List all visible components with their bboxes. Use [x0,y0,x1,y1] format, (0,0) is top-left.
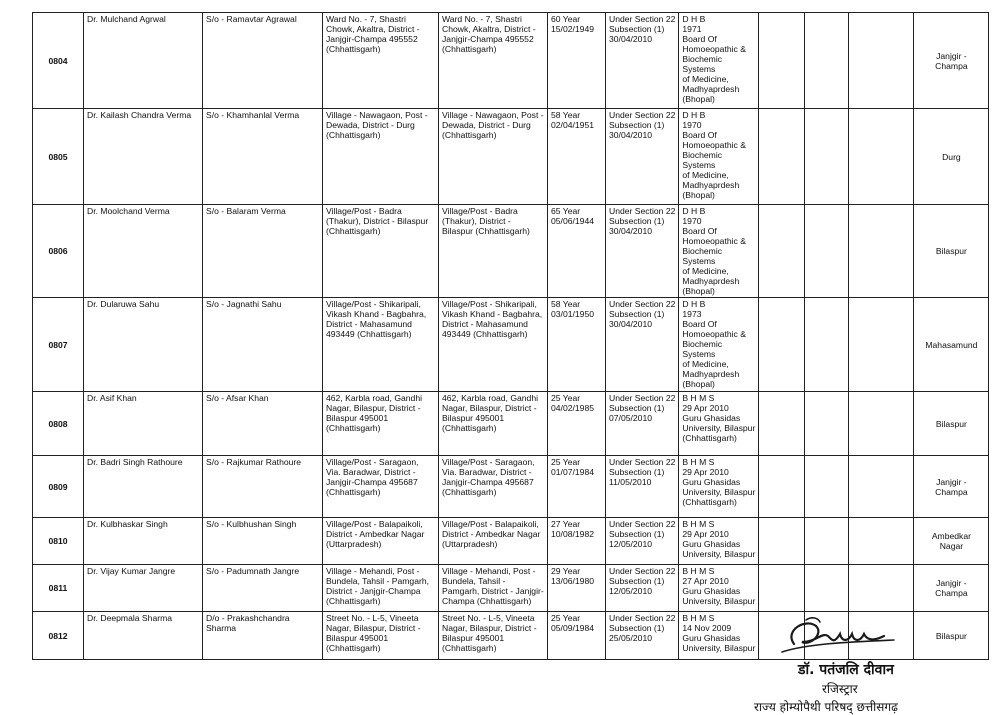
blank-column [805,109,849,205]
blank-column [759,205,805,298]
relation: S/o - Afsar Khan [203,392,323,456]
doctor-name: Dr. Asif Khan [84,392,203,456]
district: Ambedkar Nagar [914,518,989,565]
registration-section: Under Section 22 Subsection (1) 30/04/2010 [606,298,679,392]
age-dob: 65 Year 05/06/1944 [548,205,606,298]
registration-section: Under Section 22 Subsection (1) 25/05/2010 [606,612,679,660]
registration-section: Under Section 22 Subsection (1) 07/05/2010 [606,392,679,456]
table-row [33,456,989,518]
qualification: D H B 1971 Board Of Homoeopathic & Biochemic Systems of Medicine, Madhyaprdesh (Bhopal) [679,13,759,109]
serial-number: 0809 [33,456,84,518]
registrar-footer [754,612,1000,714]
district: Janjgir - Champa [914,565,989,612]
age-dob: 29 Year 13/06/1980 [548,565,606,612]
doctor-name: Dr. Vijay Kumar Jangre [84,565,203,612]
permanent-address: Village/Post - Shikaripali, Vikash Khand - Bagbahra, District - Mahasamund 493449 (Chhattisgarh) [439,298,548,392]
permanent-address: 462, Karbla road, Gandhi Nagar, Bilaspur, District - Bilaspur 495001 (Chhattisgarh) [439,392,548,456]
qualification: B H M S 29 Apr 2010 Guru Ghasidas University, Bilaspur [679,518,759,565]
serial-number: 0804 [33,13,84,109]
permanent-address: Village/Post - Balapaikoli, District - Ambedkar Nagar (Uttarpradesh) [439,518,548,565]
table-row [33,13,989,109]
address: Village/Post - Saragaon, Via. Baradwar, District - Janjgir-Champa 495687 (Chhattisgarh) [323,456,439,518]
blank-column [849,298,914,392]
address: Street No. - L-5, Vineeta Nagar, Bilaspur, District - Bilaspur 495001 (Chhattisgarh) [323,612,439,660]
table-row [33,565,989,612]
registration-section: Under Section 22 Subsection (1) 12/05/2010 [606,518,679,565]
relation: S/o - Padumnath Jangre [203,565,323,612]
address: Village/Post - Shikaripali, Vikash Khand - Bagbahra, District - Mahasamund 493449 (Chhattisgarh) [323,298,439,392]
council-name: राज्य होम्योपैथी परिषद् छत्तीसगढ़ [754,700,898,714]
serial-number: 0805 [33,109,84,205]
qualification: D H B 1973 Board Of Homoeopathic & Biochemic Systems of Medicine, Madhyaprdesh (Bhopal) [679,298,759,392]
blank-column [759,456,805,518]
address: Village - Mehandi, Post - Bundela, Tahsil - Pamgarh, District - Janjgir-Champa (Chhattisgarh) [323,565,439,612]
qualification: B H M S 14 Nov 2009 Guru Ghasidas University, Bilaspur [679,612,759,660]
district: Mahasamund [914,298,989,392]
serial-number: 0810 [33,518,84,565]
registration-section: Under Section 22 Subsection (1) 30/04/2010 [606,13,679,109]
permanent-address: Ward No. - 7, Shastri Chowk, Akaltra, District - Janjgir-Champa 495552 (Chhattisgarh) [439,13,548,109]
blank-column [849,392,914,456]
age-dob: 60 Year 15/02/1949 [548,13,606,109]
permanent-address: Village - Nawagaon, Post - Dewada, District - Durg (Chhattisgarh) [439,109,548,205]
blank-column [759,109,805,205]
serial-number: 0808 [33,392,84,456]
doctor-name: Dr. Mulchand Agrwal [84,13,203,109]
serial-number: 0812 [33,612,84,660]
blank-column [805,13,849,109]
permanent-address: Street No. - L-5, Vineeta Nagar, Bilaspur, District - Bilaspur 495001 (Chhattisgarh) [439,612,548,660]
age-dob: 58 Year 03/01/1950 [548,298,606,392]
age-dob: 25 Year 04/02/1985 [548,392,606,456]
register-table [32,12,989,660]
register-sheet [32,12,989,660]
qualification: B H M S 27 Apr 2010 Guru Ghasidas University, Bilaspur [679,565,759,612]
district: Bilaspur [914,392,989,456]
permanent-address: Village/Post - Badra (Thakur), District - Bilaspur (Chhattisgarh) [439,205,548,298]
registrar-name: डॉ. पतंजलि दीवान [798,662,894,678]
doctor-name: Dr. Dularuwa Sahu [84,298,203,392]
address: Village/Post - Balapaikoli, District - Ambedkar Nagar (Uttarpradesh) [323,518,439,565]
blank-column [805,518,849,565]
address: Village - Nawagaon, Post - Dewada, District - Durg (Chhattisgarh) [323,109,439,205]
table-row [33,298,989,392]
table-row [33,392,989,456]
doctor-name: Dr. Kulbhaskar Singh [84,518,203,565]
blank-column [759,565,805,612]
blank-column [849,518,914,565]
blank-column [849,109,914,205]
blank-column [805,565,849,612]
district: Bilaspur [914,205,989,298]
qualification: B H M S 29 Apr 2010 Guru Ghasidas University, Bilaspur (Chhattisgarh) [679,392,759,456]
blank-column [759,518,805,565]
address: Village/Post - Badra (Thakur), District - Bilaspur (Chhattisgarh) [323,205,439,298]
relation: S/o - Khamhanlal Verma [203,109,323,205]
table-row [33,205,989,298]
registration-section: Under Section 22 Subsection (1) 12/05/2010 [606,565,679,612]
relation: S/o - Ramavtar Agrawal [203,13,323,109]
relation: S/o - Rajkumar Rathoure [203,456,323,518]
blank-column [849,13,914,109]
doctor-name: Dr. Deepmala Sharma [84,612,203,660]
blank-column [759,392,805,456]
serial-number: 0811 [33,565,84,612]
permanent-address: Village - Mehandi, Post - Bundela, Tahsil - Pamgarh, District - Janjgir-Champa (Chhattisgarh) [439,565,548,612]
age-dob: 25 Year 01/07/1984 [548,456,606,518]
serial-number: 0807 [33,298,84,392]
doctor-name: Dr. Kailash Chandra Verma [84,109,203,205]
qualification: D H B 1970 Board Of Homoeopathic & Biochemic Systems of Medicine, Madhyaprdesh (Bhopal) [679,205,759,298]
age-dob: 58 Year 02/04/1951 [548,109,606,205]
registrar-signature [776,612,926,662]
registration-section: Under Section 22 Subsection (1) 30/04/2010 [606,205,679,298]
district: Janjgir - Champa [914,13,989,109]
address: 462, Karbla road, Gandhi Nagar, Bilaspur, District - Bilaspur 495001 (Chhattisgarh) [323,392,439,456]
relation: D/o - Prakashchandra Sharma [203,612,323,660]
table-row [33,518,989,565]
registration-section: Under Section 22 Subsection (1) 11/05/2010 [606,456,679,518]
doctor-name: Dr. Moolchand Verma [84,205,203,298]
blank-column [849,205,914,298]
registration-section: Under Section 22 Subsection (1) 30/04/2010 [606,109,679,205]
blank-column [805,392,849,456]
blank-column [849,565,914,612]
serial-number: 0806 [33,205,84,298]
doctor-name: Dr. Badri Singh Rathoure [84,456,203,518]
address: Ward No. - 7, Shastri Chowk, Akaltra, District - Janjgir-Champa 495552 (Chhattisgarh) [323,13,439,109]
blank-column [805,298,849,392]
relation: S/o - Kulbhushan Singh [203,518,323,565]
district: Durg [914,109,989,205]
blank-column [759,298,805,392]
district: Bilaspur [914,612,989,660]
blank-column [805,456,849,518]
relation: S/o - Balaram Verma [203,205,323,298]
qualification: D H B 1970 Board Of Homoeopathic & Biochemic Systems of Medicine, Madhyaprdesh (Bhopal) [679,109,759,205]
table-row [33,109,989,205]
qualification: B H M S 29 Apr 2010 Guru Ghasidas University, Bilaspur (Chhattisgarh) [679,456,759,518]
blank-column [849,456,914,518]
blank-column [805,205,849,298]
blank-column [759,13,805,109]
relation: S/o - Jagnathi Sahu [203,298,323,392]
age-dob: 27 Year 10/08/1982 [548,518,606,565]
registrar-designation: रजिस्ट्रार [822,682,858,696]
district: Janjgir - Champa [914,456,989,518]
permanent-address: Village/Post - Saragaon, Via. Baradwar, District - Janjgir-Champa 495687 (Chhattisgarh) [439,456,548,518]
age-dob: 25 Year 05/09/1984 [548,612,606,660]
